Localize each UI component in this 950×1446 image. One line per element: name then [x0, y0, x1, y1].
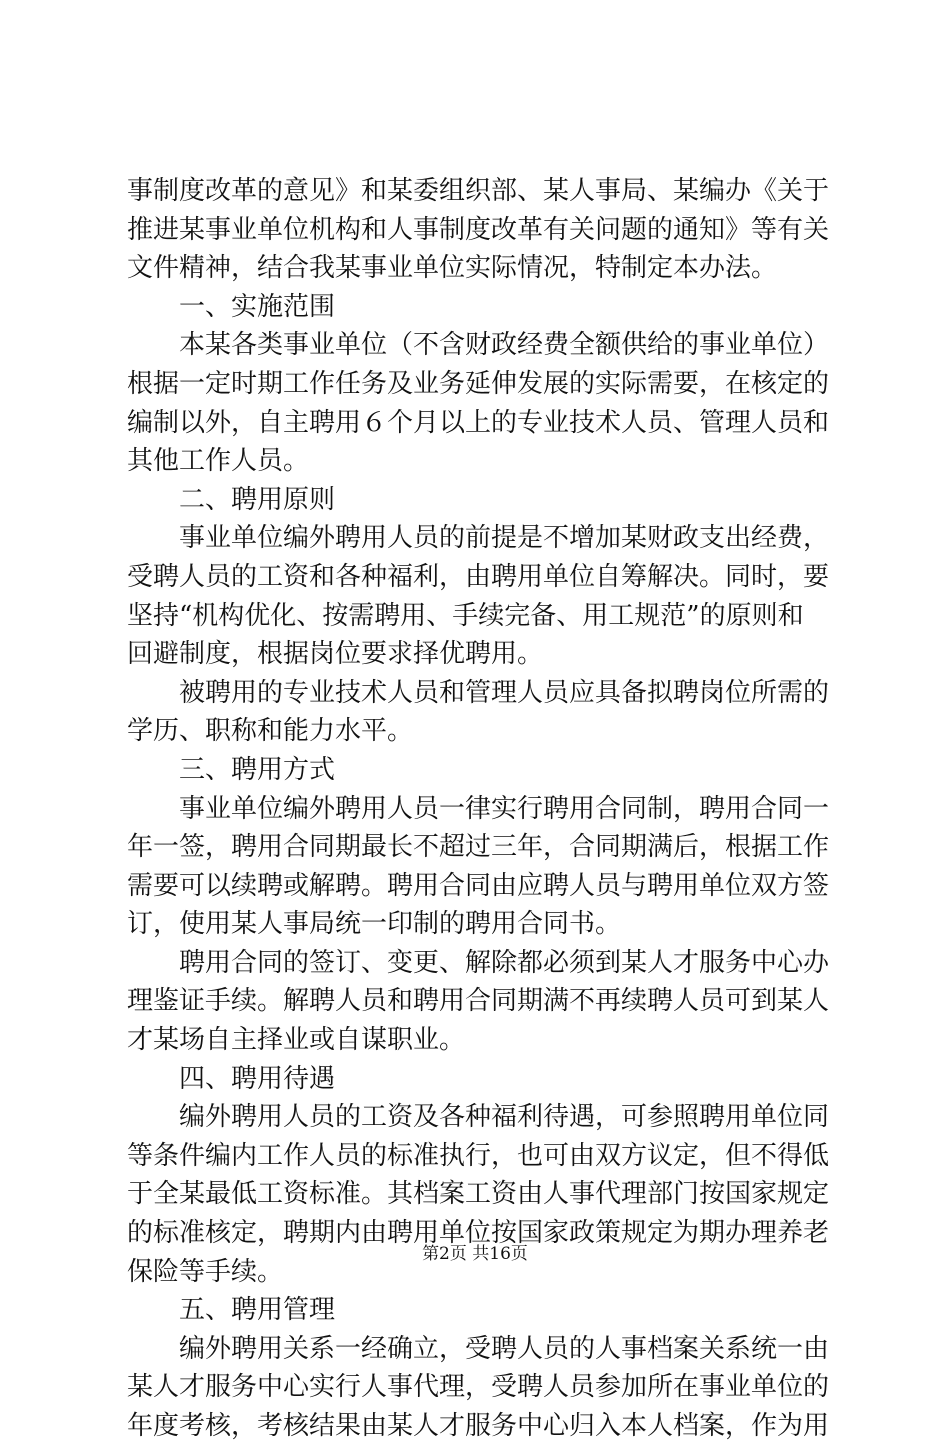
paragraph-line: 坚持“机构优化、按需聘用、手续完备、用工规范”的原则和: [127, 600, 804, 631]
paragraph-line: 编外聘用关系一经确立，受聘人员的人事档案关系统一由: [179, 1333, 830, 1364]
paragraph-line: 受聘人员的工资和各种福利，由聘用单位自筹解决。同时，要: [127, 561, 830, 592]
paragraph-line: 根据一定时期工作任务及业务延伸发展的实际需要，在核定的: [127, 368, 830, 399]
paragraph-line: 回避制度，根据岗位要求择优聘用。: [127, 639, 544, 670]
paragraph-line: 等条件编内工作人员的标准执行，也可由双方议定，但不得低: [127, 1140, 830, 1171]
paragraph-line: 才某场自主择业或自谋职业。: [127, 1025, 466, 1056]
paragraph-line: 编外聘用人员的工资及各种福利待遇，可参照聘用单位同: [179, 1102, 830, 1133]
paragraph-line: 的标准核定，聘期内由聘用单位按国家政策规定为期办理养老: [127, 1218, 830, 1249]
section-heading: 二、聘用原则: [179, 484, 336, 515]
paragraph-line: 订，使用某人事局统一印制的聘用合同书。: [127, 909, 622, 940]
paragraph-line: 被聘用的专业技术人员和管理人员应具备拟聘岗位所需的: [179, 677, 830, 708]
section-heading: 一、实施范围: [179, 291, 336, 322]
page-footer: 第2页 共16页: [422, 1244, 528, 1264]
section-heading: 三、聘用方式: [179, 754, 336, 785]
paragraph-line: 文件精神，结合我某事业单位实际情况，特制定本办法。: [127, 253, 778, 284]
paragraph-line: 事业单位编外聘用人员的前提是不增加某财政支出经费，: [179, 523, 830, 554]
paragraph-line: 事业单位编外聘用人员一律实行聘用合同制，聘用合同一: [179, 793, 830, 824]
paragraph-line: 需要可以续聘或解聘。聘用合同由应聘人员与聘用单位双方签: [127, 870, 830, 901]
section-heading: 四、聘用待遇: [179, 1063, 336, 1094]
paragraph-line: 推进某事业单位机构和人事制度改革有关问题的通知》等有关: [127, 214, 830, 245]
paragraph-line: 于全某最低工资标准。其档案工资由人事代理部门按国家规定: [127, 1179, 830, 1210]
paragraph-line: 编制以外，自主聘用６个月以上的专业技术人员、管理人员和: [127, 407, 830, 438]
paragraph-line: 事制度改革的意见》和某委组织部、某人事局、某编办《关于: [127, 176, 830, 206]
paragraph-line: 聘用合同的签订、变更、解除都必须到某人才服务中心办: [179, 947, 830, 978]
paragraph-line: 本某各类事业单位（不含财政经费全额供给的事业单位）: [179, 330, 830, 361]
paragraph-line: 某人才服务中心实行人事代理，受聘人员参加所在事业单位的: [127, 1372, 830, 1403]
paragraph-line: 理鉴证手续。解聘人员和聘用合同期满不再续聘人员可到某人: [127, 986, 830, 1017]
paragraph-line: 其他工作人员。: [127, 446, 310, 477]
paragraph-line: 学历、职称和能力水平。: [127, 716, 414, 747]
paragraph-line: 年度考核，考核结果由某人才服务中心归入本人档案，作为用: [127, 1411, 830, 1441]
paragraph-line: 年一签，聘用合同期最长不超过三年，合同期满后，根据工作: [127, 832, 830, 863]
paragraph-line: 保险等手续。: [127, 1256, 284, 1287]
section-heading: 五、聘用管理: [179, 1295, 336, 1326]
